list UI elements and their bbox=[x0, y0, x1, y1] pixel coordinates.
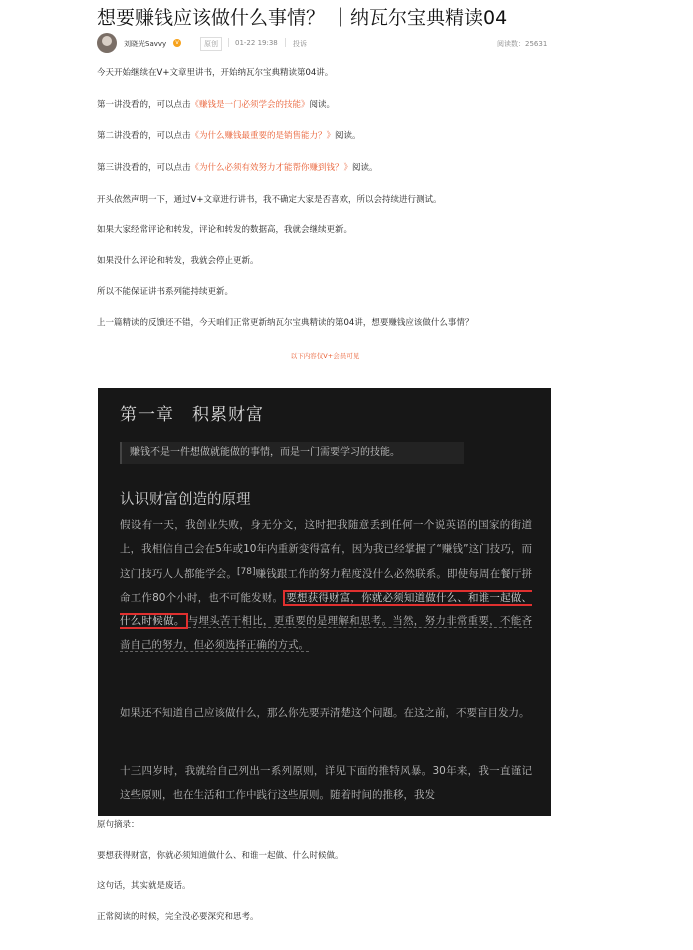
book-paragraph: 如果还不知道自己应该做什么，那么你先要弄清楚这个问题。在这之前，不要盲目发力。 bbox=[120, 707, 530, 719]
complain-link[interactable]: 投诉 bbox=[293, 40, 307, 48]
author-avatar[interactable] bbox=[97, 33, 117, 53]
book-text-underlined: 与埋头苦干相比，更重要的是理解和思考。当然，努力非常重要，不能吝啬自己的努力，但必须选择正确的方式。 bbox=[120, 615, 533, 651]
footnote-ref: [78] bbox=[237, 567, 256, 577]
outro-paragraph: 正常阅读的时候，完全没必要深究和思考。 bbox=[97, 912, 259, 922]
meta-divider bbox=[228, 38, 229, 47]
article-meta bbox=[97, 33, 553, 55]
intro-paragraph bbox=[97, 129, 553, 144]
article-title: 想要赚钱应该做什么事情？ ｜纳瓦尔宝典精读04 bbox=[97, 7, 508, 29]
verified-v-icon: v bbox=[173, 39, 181, 47]
intro-paragraph bbox=[97, 161, 553, 176]
intro-paragraph bbox=[97, 98, 553, 113]
article-link-2[interactable]: 《为什么赚钱最重要的是销售能力？》 bbox=[190, 131, 336, 141]
article-link-3[interactable]: 《为什么必须有效努力才能帮你赚到钱？》 bbox=[190, 163, 353, 173]
intro-paragraph: 今天开始继续在V+文章里讲书，开始纳瓦尔宝典精读第04讲。 bbox=[97, 68, 334, 78]
outro-paragraph: 要想获得财富，你就必须知道做什么、和谁一起做、什么时候做。 bbox=[97, 851, 344, 861]
book-text: 假设有一天，我创业失败，身无分文，这时把我随意丢到任何一个说英语的国家的街道上，我相信自己会在5年或10年内重新变得富有，因为我已经掌握了“赚钱”这门技巧，而这门技巧人人都能学会。 bbox=[120, 519, 532, 580]
book-paragraph: 十三四岁时，我就给自己列出一系列原则，详见下面的推特风暴。30年来，我一直谨记这些原则，也在生活和工作中践行这些原则。随着时间的推移，我发 bbox=[120, 765, 532, 801]
author-name[interactable]: 刘晓光Savvy bbox=[124, 40, 167, 48]
book-chapter-title: 第一章 积累财富 bbox=[120, 405, 264, 425]
intro-text: 第一讲没看的，可以点击 bbox=[97, 100, 191, 110]
intro-text: 第三讲没看的，可以点击 bbox=[97, 163, 191, 173]
intro-text: 阅读。 bbox=[335, 131, 361, 141]
original-tag: 原创 bbox=[200, 37, 222, 51]
outro-paragraph: 这句话，其实就是废话。 bbox=[97, 881, 191, 891]
intro-paragraph: 所以不能保证讲书系列能持续更新。 bbox=[97, 287, 234, 297]
intro-paragraph: 如果大家经常评论和转发，评论和转发的数据高，我就会继续更新。 bbox=[97, 225, 353, 235]
article-link-1[interactable]: 《赚钱是一门必须学会的技能》 bbox=[190, 100, 310, 110]
meta-divider bbox=[285, 38, 286, 47]
book-section-title: 认识财富创造的原理 bbox=[120, 492, 251, 508]
intro-text: 阅读。 bbox=[309, 100, 336, 110]
book-text: 赚钱跟工作的努力程度没什么必然联系。即使每周在餐厅拼命工作80个小时，也不可能发财。 bbox=[120, 568, 533, 604]
vip-only-hint: 以下内容仅V+会员可见 bbox=[290, 352, 360, 360]
book-quote: 赚钱不是一件想做就能做的事情，而是一门需要学习的技能。 bbox=[120, 442, 464, 464]
intro-paragraph: 开头依然声明一下，通过V+文章进行讲书，我不确定大家是否喜欢，所以会持续进行测试。 bbox=[97, 195, 442, 205]
publish-date: 01-22 19:38 bbox=[235, 39, 278, 47]
intro-text: 阅读。 bbox=[352, 163, 378, 173]
highlighted-sentence: 要想获得财富，你就必须知道做什么、和谁一起做、什么时候做。 bbox=[120, 591, 532, 627]
intro-paragraph: 上一篇精读的反馈还不错，今天咱们正常更新纳瓦尔宝典精读的第04讲，想要赚钱应该做什么事情？ bbox=[97, 318, 474, 328]
book-paragraph bbox=[120, 514, 532, 657]
outro-paragraph: 原句摘录： bbox=[97, 820, 140, 830]
intro-text: 第二讲没看的，可以点击 bbox=[97, 131, 191, 141]
intro-paragraph: 如果没什么评论和转发，我就会停止更新。 bbox=[97, 256, 259, 266]
book-excerpt-image bbox=[98, 388, 551, 816]
read-count: 阅读数：25631 bbox=[497, 40, 548, 48]
